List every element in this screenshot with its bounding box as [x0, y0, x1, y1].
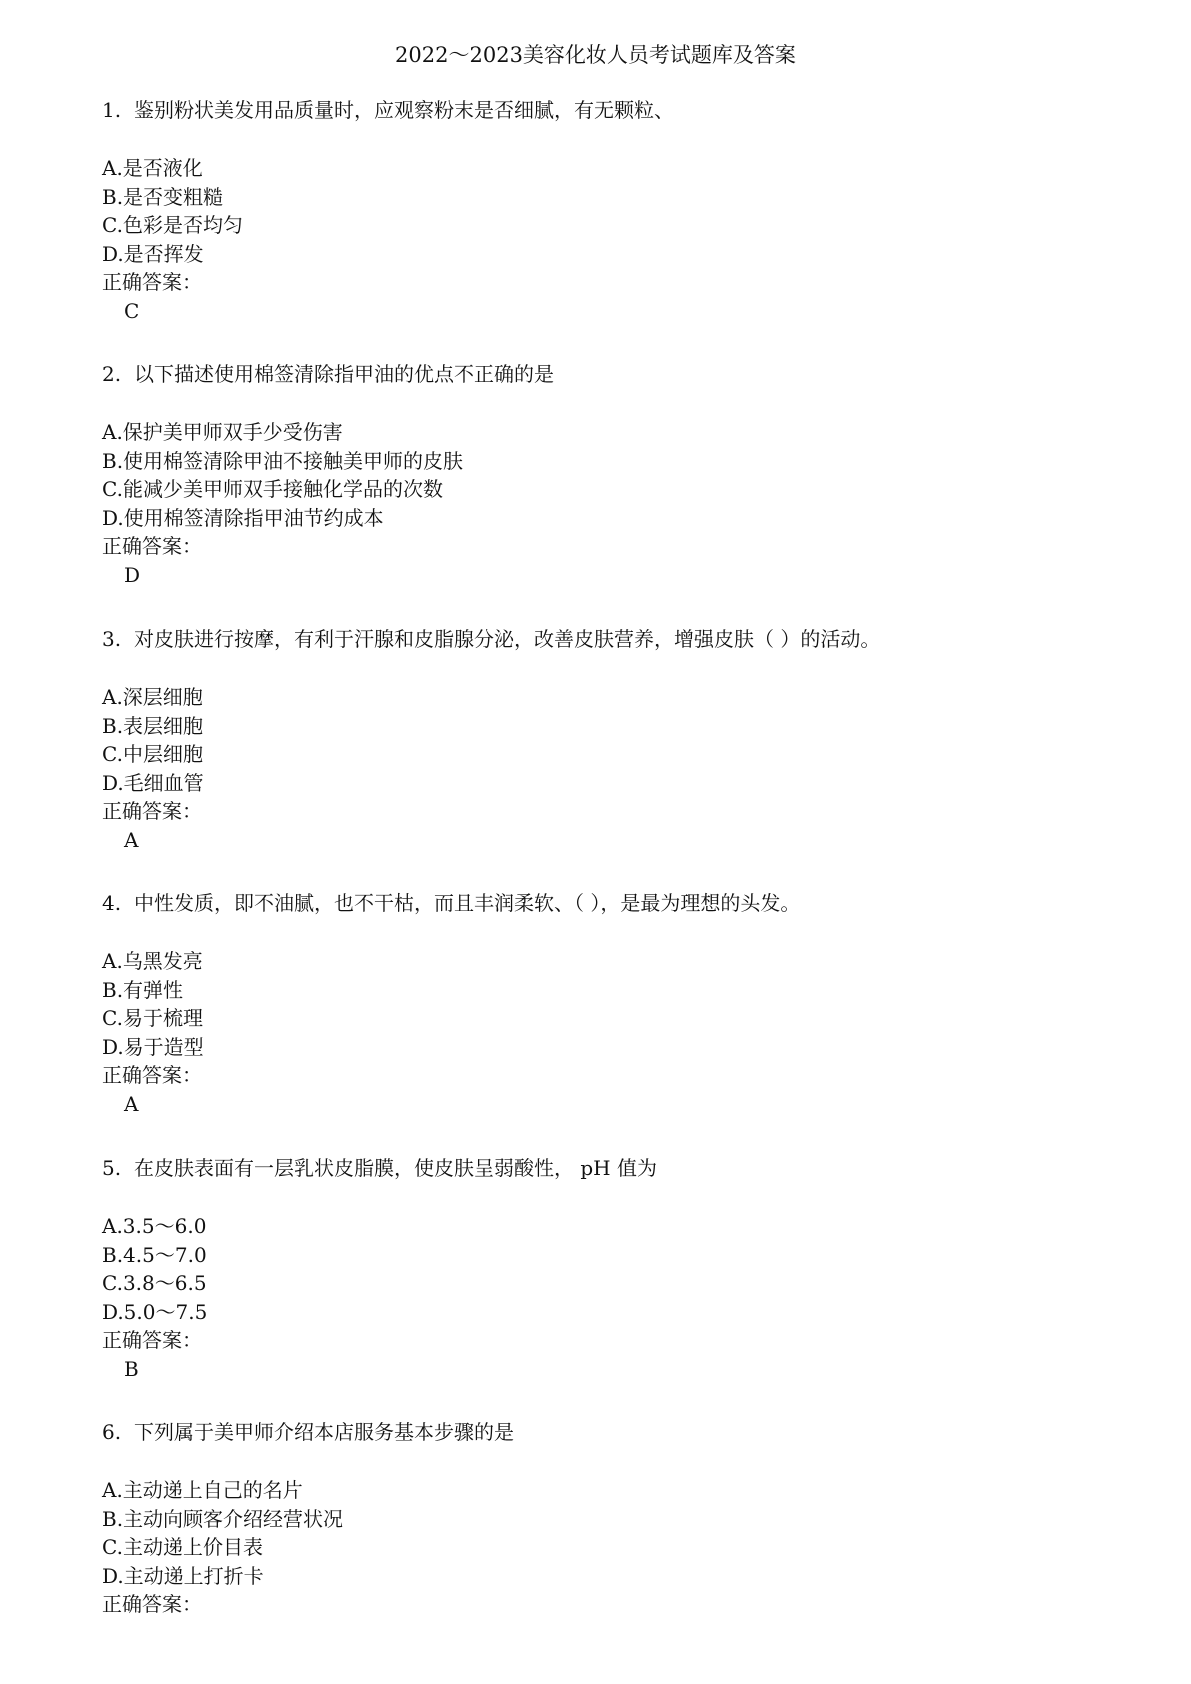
- answer-value: C: [124, 298, 140, 323]
- option-item: B.4.5～7.0: [102, 1242, 207, 1267]
- answer-label: 正确答案：: [102, 1592, 202, 1616]
- question-stem: 在皮肤表面有一层乳状皮脂膜，使皮肤呈弱酸性， pH 值为: [134, 1156, 657, 1180]
- question-number: 5.: [102, 1156, 122, 1180]
- question-number: 2.: [102, 362, 122, 386]
- option-item: D.是否挥发: [102, 241, 204, 266]
- answer-value: A: [124, 1091, 139, 1116]
- document-title: 2022～2023美容化妆人员考试题库及答案: [395, 43, 796, 67]
- answer-label: 正确答案：: [102, 1328, 202, 1352]
- question-text: [102, 360, 1162, 388]
- question-number: 1.: [102, 98, 122, 122]
- option-item: D.易于造型: [102, 1034, 204, 1059]
- question-number: 6.: [102, 1420, 122, 1444]
- question-text: [102, 1154, 1162, 1182]
- question-stem: 以下描述使用棉签清除指甲油的优点不正确的是: [134, 362, 554, 386]
- question-text: [102, 889, 1162, 917]
- option-item: D.5.0～7.5: [102, 1299, 208, 1324]
- question-block: [102, 360, 1162, 589]
- option-list: [102, 1212, 1162, 1383]
- answer-value: D: [124, 562, 141, 587]
- option-item: A.3.5～6.0: [102, 1214, 207, 1238]
- question-text: [102, 625, 1162, 653]
- answer-label: 正确答案：: [102, 799, 202, 823]
- answer-value: A: [124, 827, 139, 852]
- question-stem: 对皮肤进行按摩，有利于汗腺和皮脂腺分泌，改善皮肤营养，增强皮肤（ ）的活动。: [134, 627, 881, 651]
- option-item: C.色彩是否均匀: [102, 213, 243, 237]
- answer-value: B: [124, 1356, 139, 1381]
- question-block: [102, 96, 1162, 325]
- option-item: B.表层细胞: [102, 713, 204, 738]
- option-item: D.毛细血管: [102, 770, 204, 795]
- option-item: B.是否变粗糙: [102, 184, 224, 209]
- option-list: [102, 154, 1162, 325]
- option-item: B.主动向顾客介绍经营状况: [102, 1506, 344, 1531]
- option-item: A.深层细胞: [102, 685, 203, 709]
- option-item: C.3.8～6.5: [102, 1271, 207, 1295]
- answer-label: 正确答案：: [102, 1063, 202, 1087]
- question-block: [102, 1154, 1162, 1383]
- option-list: [102, 1476, 1162, 1619]
- option-item: C.主动递上价目表: [102, 1535, 263, 1559]
- option-item: C.能减少美甲师双手接触化学品的次数: [102, 477, 443, 501]
- option-item: A.保护美甲师双手少受伤害: [102, 420, 343, 444]
- option-list: [102, 418, 1162, 589]
- answer-label: 正确答案：: [102, 534, 202, 558]
- option-item: B.有弹性: [102, 977, 184, 1002]
- option-list: [102, 947, 1162, 1118]
- option-item: A.是否液化: [102, 156, 203, 180]
- question-stem: 鉴别粉状美发用品质量时，应观察粉末是否细腻，有无颗粒、: [134, 98, 674, 122]
- option-item: B.使用棉签清除甲油不接触美甲师的皮肤: [102, 448, 464, 473]
- option-item: C.易于梳理: [102, 1006, 203, 1030]
- question-number: 4.: [102, 891, 122, 915]
- question-number: 3.: [102, 627, 122, 651]
- question-text: [102, 96, 1162, 124]
- question-block: [102, 625, 1162, 854]
- answer-label: 正确答案：: [102, 270, 202, 294]
- option-list: [102, 683, 1162, 854]
- option-item: C.中层细胞: [102, 742, 203, 766]
- question-stem: 下列属于美甲师介绍本店服务基本步骤的是: [134, 1420, 514, 1444]
- option-item: D.主动递上打折卡: [102, 1563, 264, 1588]
- option-item: D.使用棉签清除指甲油节约成本: [102, 505, 384, 530]
- question-block: [102, 889, 1162, 1118]
- option-item: A.主动递上自己的名片: [102, 1478, 303, 1502]
- question-block: [102, 1418, 1162, 1619]
- question-text: [102, 1418, 1162, 1446]
- question-stem: 中性发质，即不油腻，也不干枯，而且丰润柔软、（ ），是最为理想的头发。: [134, 891, 801, 915]
- option-item: A.乌黑发亮: [102, 949, 203, 973]
